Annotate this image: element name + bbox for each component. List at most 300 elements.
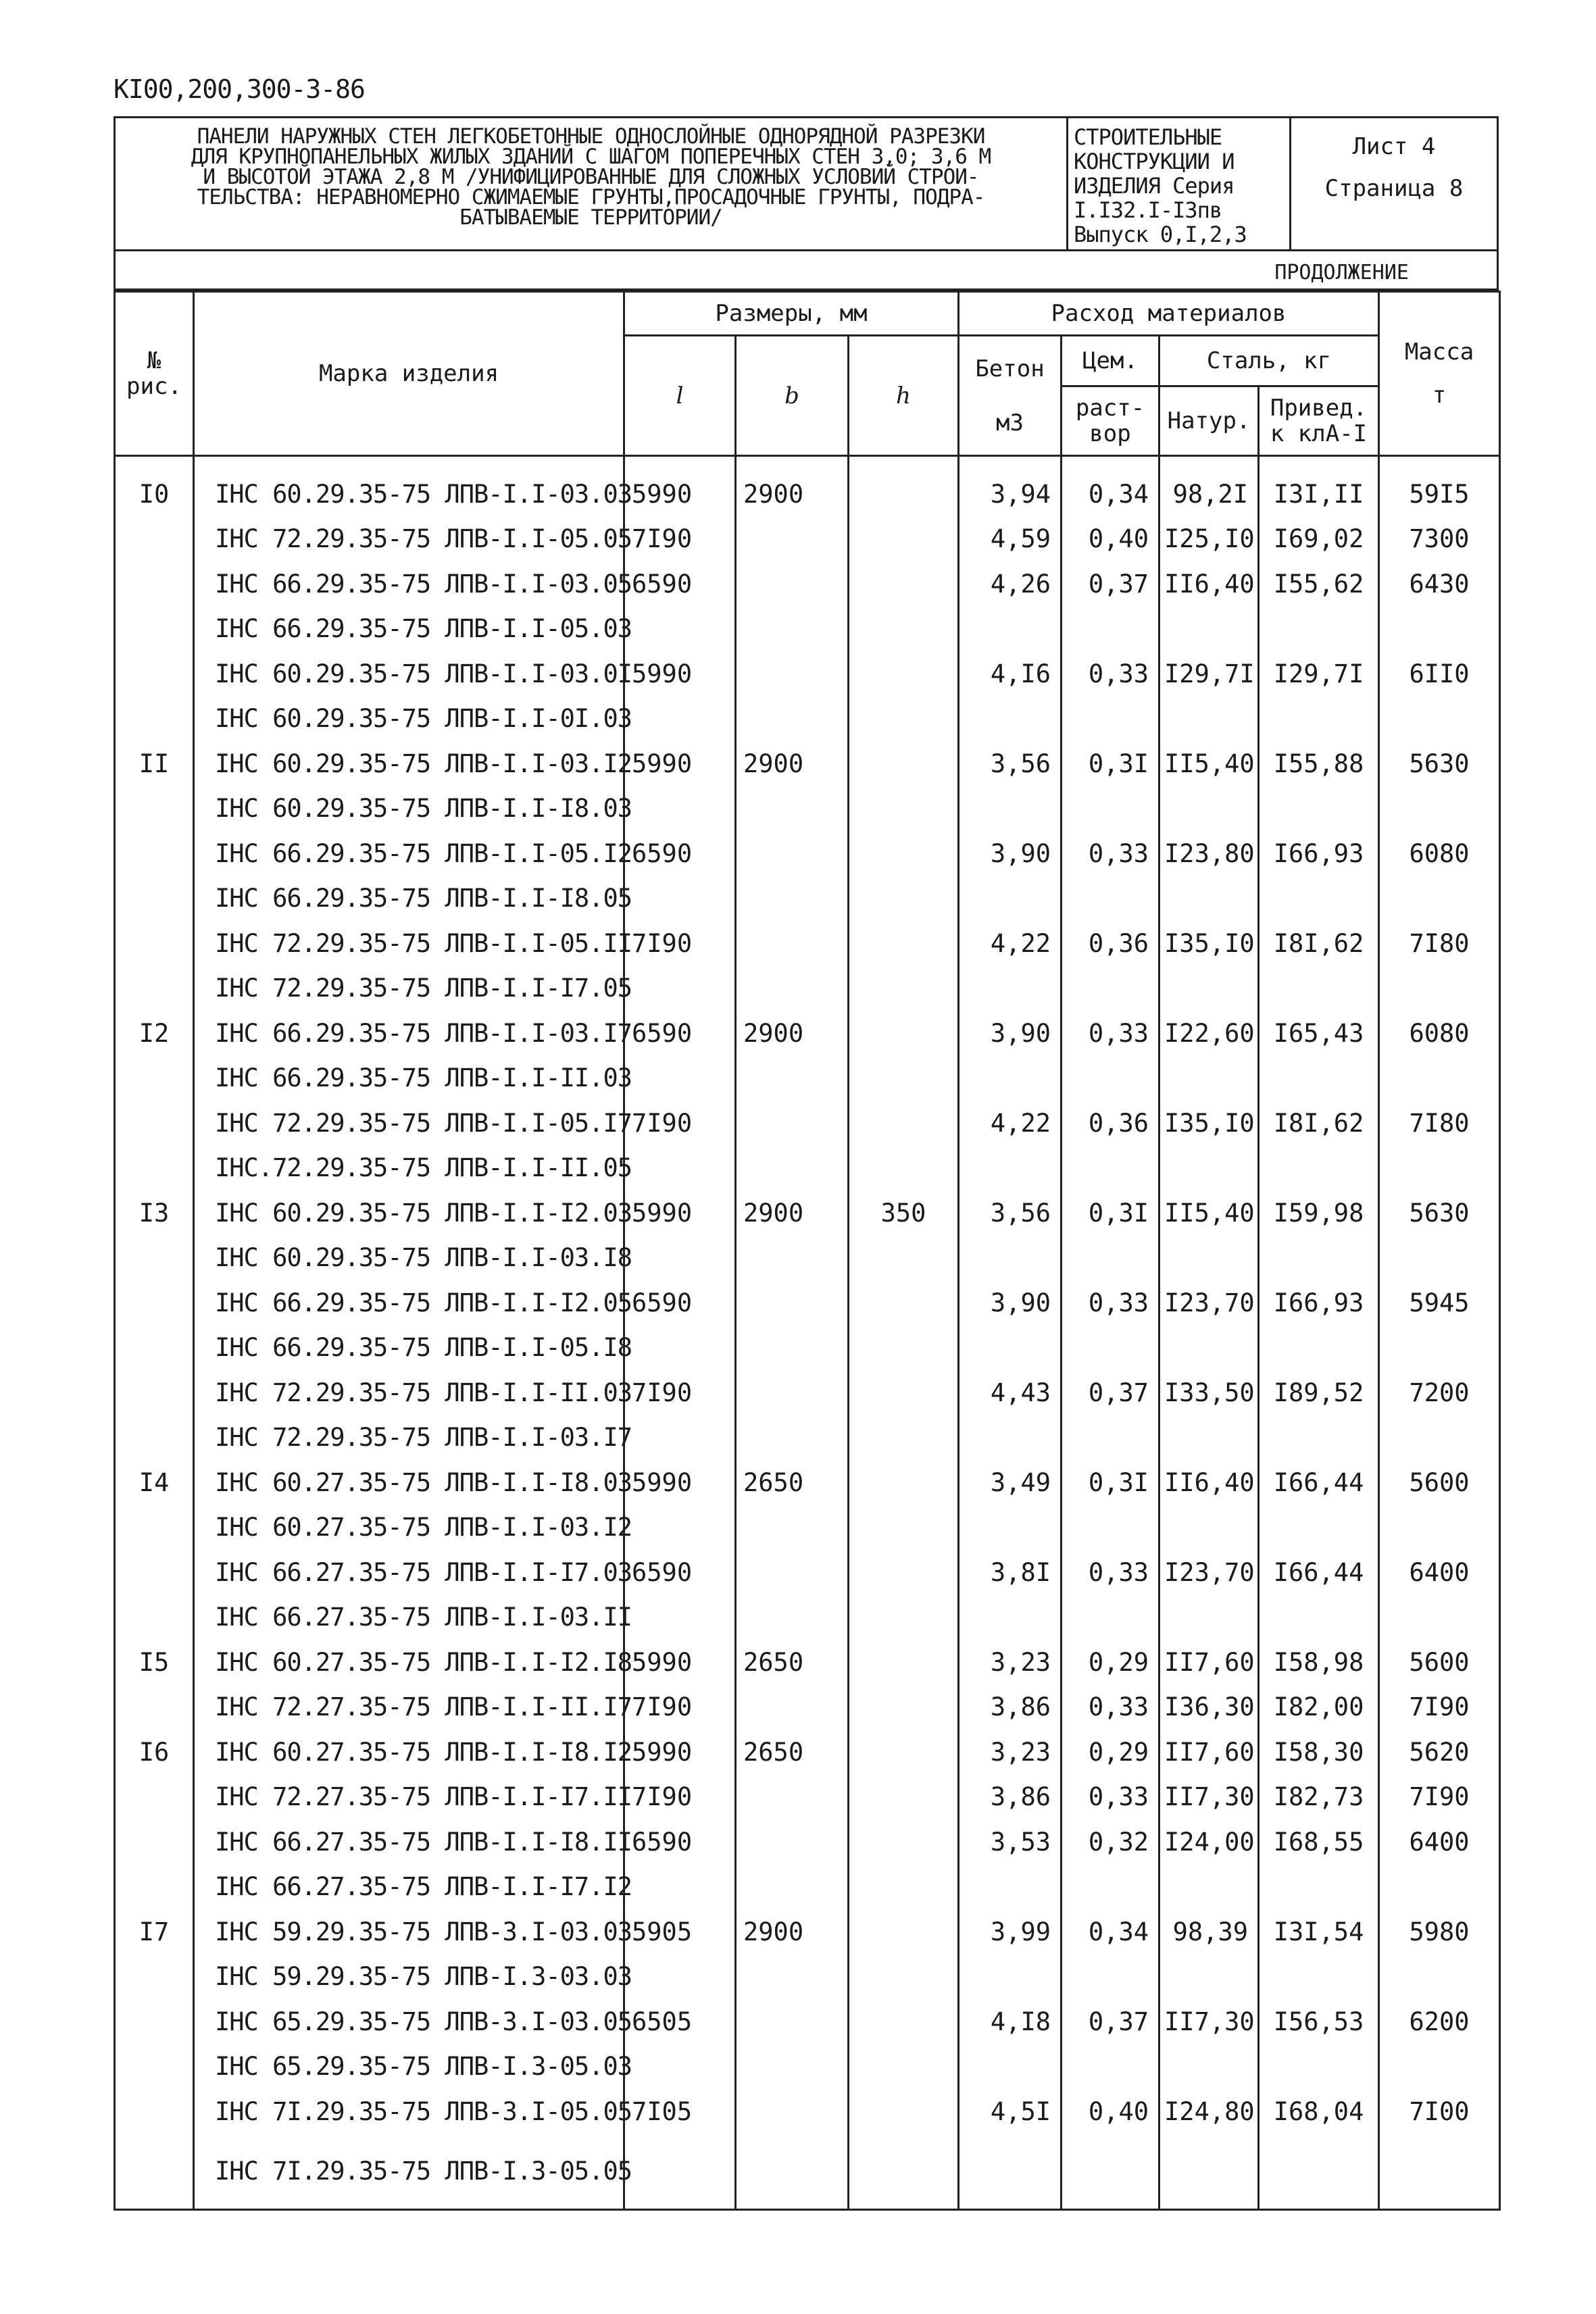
width-cell: [736, 1865, 849, 1910]
table-row: [115, 1999, 1500, 2044]
cement-cell: 0,33: [1062, 1280, 1159, 1326]
height-cell: [849, 1505, 959, 1551]
mark-cell: IНС 66.29.35-75 ЛПВ-I.I-05.I8: [194, 1326, 624, 1371]
mass-cell: [1379, 1505, 1500, 1551]
steel-reduced-cell: [1259, 2044, 1379, 2090]
table-row: [115, 2134, 1500, 2210]
steel-natural-cell: [1159, 1505, 1259, 1551]
table-row: [115, 1236, 1500, 1281]
steel-natural-cell: [1159, 1146, 1259, 1191]
width-cell: 2650: [736, 1460, 849, 1505]
table-row: [115, 2089, 1500, 2134]
mark-cell: IНС 60.29.35-75 ЛПВ-I.I-0I.03: [194, 697, 624, 742]
fig-cell: [115, 651, 194, 697]
width-cell: [736, 697, 849, 742]
continuation-label: ПРОДОЛЖЕНИЕ: [1274, 261, 1409, 284]
length-cell: [624, 1505, 736, 1551]
steel-natural-cell: I36,30: [1159, 1685, 1259, 1730]
fig-cell: [115, 1550, 194, 1595]
steel-natural-cell: [1159, 607, 1259, 652]
table-row: [115, 2044, 1500, 2090]
length-cell: 6590: [624, 1280, 736, 1326]
sheet-info: [1291, 118, 1497, 249]
table-row: [115, 1460, 1500, 1505]
length-cell: [624, 1595, 736, 1640]
fig-cell: [115, 1415, 194, 1461]
steel-reduced-cell: I66,93: [1259, 831, 1379, 876]
width-cell: [736, 1146, 849, 1191]
concrete-cell: 3,49: [959, 1460, 1062, 1505]
fig-cell: [115, 1775, 194, 1820]
table-row: [115, 1550, 1500, 1595]
mark-cell: IНС 66.27.35-75 ЛПВ-I.I-I7.03: [194, 1550, 624, 1595]
materials-table: [114, 291, 1501, 2211]
header-fig-label: рис.: [126, 373, 182, 400]
steel-reduced-cell: [1259, 1595, 1379, 1640]
cement-cell: [1062, 786, 1159, 832]
cement-cell: [1062, 1505, 1159, 1551]
table-row: [115, 1775, 1500, 1820]
header-cement-unit: раст- вор: [1062, 386, 1159, 456]
concrete-cell: 3,56: [959, 741, 1062, 786]
fig-cell: [115, 1685, 194, 1730]
steel-reduced-cell: I29,7I: [1259, 651, 1379, 697]
concrete-cell: 3,86: [959, 1775, 1062, 1820]
steel-natural-cell: I23,70: [1159, 1280, 1259, 1326]
width-cell: [736, 1775, 849, 1820]
height-cell: [849, 1595, 959, 1640]
height-cell: [849, 1685, 959, 1730]
fig-cell: I7: [115, 1909, 194, 1955]
cement-cell: [1062, 2044, 1159, 2090]
width-cell: [736, 1236, 849, 1281]
concrete-cell: [959, 2044, 1062, 2090]
steel-natural-cell: II7,30: [1159, 1999, 1259, 2044]
width-cell: [736, 1550, 849, 1595]
fig-cell: [115, 1370, 194, 1415]
width-cell: [736, 1955, 849, 2000]
fig-cell: [115, 1326, 194, 1371]
steel-reduced-cell: I68,04: [1259, 2089, 1379, 2134]
width-cell: [736, 831, 849, 876]
height-cell: [849, 1280, 959, 1326]
cement-cell: [1062, 876, 1159, 922]
length-cell: 6590: [624, 831, 736, 876]
steel-natural-cell: II6,40: [1159, 1460, 1259, 1505]
width-cell: [736, 876, 849, 922]
width-cell: 2900: [736, 1011, 849, 1056]
header-dim-b: b: [736, 336, 849, 456]
steel-reduced-cell: [1259, 607, 1379, 652]
mark-cell: IНС 72.27.35-75 ЛПВ-I.I-II.I7: [194, 1685, 624, 1730]
concrete-cell: [959, 1236, 1062, 1281]
fig-cell: II: [115, 741, 194, 786]
height-cell: [849, 1101, 959, 1146]
fig-cell: [115, 2089, 194, 2134]
fig-cell: [115, 1955, 194, 2000]
steel-reduced-cell: I58,98: [1259, 1640, 1379, 1685]
header-concrete-unit: м3: [996, 409, 1024, 436]
height-cell: [849, 1146, 959, 1191]
mark-cell: IНС 66.29.35-75 ЛПВ-I.I-05.03: [194, 607, 624, 652]
cement-cell: [1062, 966, 1159, 1011]
steel-natural-cell: 98,2I: [1159, 456, 1259, 517]
mark-cell: IНС 59.29.35-75 ЛПВ-3.I-03.03: [194, 1909, 624, 1955]
mark-cell: IНС 72.29.35-75 ЛПВ-I.I-05.05: [194, 517, 624, 562]
concrete-cell: [959, 607, 1062, 652]
steel-reduced-cell: [1259, 1326, 1379, 1371]
length-cell: 5905: [624, 1909, 736, 1955]
table-row: [115, 1595, 1500, 1640]
steel-natural-cell: I24,80: [1159, 2089, 1259, 2134]
fig-cell: [115, 966, 194, 1011]
table-row: [115, 1326, 1500, 1371]
height-cell: [849, 607, 959, 652]
concrete-cell: 4,22: [959, 921, 1062, 966]
steel-reduced-cell: I68,55: [1259, 1819, 1379, 1865]
concrete-cell: 4,26: [959, 561, 1062, 607]
concrete-cell: 4,22: [959, 1101, 1062, 1146]
length-cell: [624, 607, 736, 652]
steel-natural-cell: I23,80: [1159, 831, 1259, 876]
width-cell: 2900: [736, 1190, 849, 1236]
header-concrete: Бетон: [975, 355, 1045, 382]
width-cell: [736, 1280, 849, 1326]
mark-cell: IНС 60.29.35-75 ЛПВ-I.I-03.03: [194, 456, 624, 517]
concrete-cell: 3,99: [959, 1909, 1062, 1955]
fig-cell: [115, 876, 194, 922]
header-steel-reduced: Привед. к клА-I: [1259, 386, 1379, 456]
mass-cell: [1379, 2044, 1500, 2090]
height-cell: [849, 831, 959, 876]
concrete-cell: [959, 1505, 1062, 1551]
concrete-cell: [959, 1865, 1062, 1910]
fig-cell: [115, 1865, 194, 1910]
width-cell: [736, 1505, 849, 1551]
table-row: [115, 651, 1500, 697]
height-cell: [849, 1909, 959, 1955]
table-row: [115, 607, 1500, 652]
table-row: [115, 456, 1500, 517]
mass-cell: 59I5: [1379, 456, 1500, 517]
mass-cell: 5620: [1379, 1730, 1500, 1775]
concrete-cell: [959, 1056, 1062, 1101]
steel-natural-cell: I35,I0: [1159, 921, 1259, 966]
steel-reduced-cell: [1259, 1415, 1379, 1461]
concrete-cell: 3,90: [959, 831, 1062, 876]
fig-cell: [115, 1280, 194, 1326]
cement-cell: 0,37: [1062, 1999, 1159, 2044]
fig-cell: [115, 1056, 194, 1101]
mass-cell: 7I90: [1379, 1685, 1500, 1730]
length-cell: [624, 1415, 736, 1461]
steel-natural-cell: II7,60: [1159, 1730, 1259, 1775]
width-cell: 2900: [736, 1909, 849, 1955]
steel-reduced-cell: [1259, 786, 1379, 832]
mark-cell: IНС 60.27.35-75 ЛПВ-I.I-I8.03: [194, 1460, 624, 1505]
cement-cell: [1062, 1056, 1159, 1101]
width-cell: [736, 2044, 849, 2090]
mark-cell: IНС 66.27.35-75 ЛПВ-I.I-I7.I2: [194, 1865, 624, 1910]
width-cell: [736, 1595, 849, 1640]
steel-natural-cell: II7,30: [1159, 1775, 1259, 1820]
continuation-band: [114, 251, 1499, 291]
mass-cell: 7I90: [1379, 1775, 1500, 1820]
mass-cell: 5945: [1379, 1280, 1500, 1326]
steel-natural-cell: I33,50: [1159, 1370, 1259, 1415]
length-cell: 6590: [624, 561, 736, 607]
steel-reduced-cell: I69,02: [1259, 517, 1379, 562]
cement-cell: [1062, 1146, 1159, 1191]
height-cell: [849, 2044, 959, 2090]
steel-reduced-cell: [1259, 1955, 1379, 2000]
width-cell: [736, 1101, 849, 1146]
table-row: [115, 1505, 1500, 1551]
header-dim-l: l: [624, 336, 736, 456]
table-row: [115, 1415, 1500, 1461]
cement-cell: 0,40: [1062, 517, 1159, 562]
mass-cell: [1379, 786, 1500, 832]
fig-cell: I5: [115, 1640, 194, 1685]
height-cell: [849, 2134, 959, 2210]
steel-reduced-cell: I58,30: [1259, 1730, 1379, 1775]
fig-cell: I2: [115, 1011, 194, 1056]
length-cell: [624, 1955, 736, 2000]
mark-cell: IНС 72.29.35-75 ЛПВ-I.I-03.I7: [194, 1415, 624, 1461]
length-cell: 5990: [624, 1460, 736, 1505]
length-cell: 7I05: [624, 2089, 736, 2134]
steel-reduced-cell: I82,73: [1259, 1775, 1379, 1820]
header-mass-cell: [1379, 292, 1500, 456]
mass-cell: 5630: [1379, 1190, 1500, 1236]
height-cell: [849, 1011, 959, 1056]
height-cell: [849, 561, 959, 607]
concrete-cell: 4,I8: [959, 1999, 1062, 2044]
concrete-cell: [959, 786, 1062, 832]
length-cell: 5990: [624, 456, 736, 517]
cement-cell: 0,3I: [1062, 1460, 1159, 1505]
mark-cell: IНС 72.27.35-75 ЛПВ-I.I-I7.II: [194, 1775, 624, 1820]
cement-cell: 0,33: [1062, 1550, 1159, 1595]
table-row: [115, 1640, 1500, 1685]
mass-cell: [1379, 1236, 1500, 1281]
table-row: [115, 1056, 1500, 1101]
height-cell: [849, 1550, 959, 1595]
fig-cell: [115, 1146, 194, 1191]
cement-cell: 0,33: [1062, 651, 1159, 697]
fig-cell: [115, 831, 194, 876]
fig-cell: [115, 517, 194, 562]
fig-cell: [115, 697, 194, 742]
width-cell: [736, 2134, 849, 2210]
width-cell: [736, 2089, 849, 2134]
height-cell: [849, 1865, 959, 1910]
mass-cell: 6080: [1379, 1011, 1500, 1056]
length-cell: 7I90: [624, 921, 736, 966]
concrete-cell: 3,86: [959, 1685, 1062, 1730]
header-concrete-cell: [959, 336, 1062, 456]
height-cell: [849, 966, 959, 1011]
concrete-cell: [959, 1415, 1062, 1461]
length-cell: [624, 1056, 736, 1101]
length-cell: 6590: [624, 1550, 736, 1595]
mark-cell: IНС 65.29.35-75 ЛПВ-3.I-03.05: [194, 1999, 624, 2044]
steel-reduced-cell: I59,98: [1259, 1190, 1379, 1236]
length-cell: [624, 2134, 736, 2210]
steel-natural-cell: [1159, 1415, 1259, 1461]
fig-cell: [115, 1819, 194, 1865]
mark-cell: IНС 66.29.35-75 ЛПВ-I.I-03.05: [194, 561, 624, 607]
steel-natural-cell: [1159, 1595, 1259, 1640]
header-mark: Марка изделия: [194, 292, 624, 456]
cement-cell: 0,34: [1062, 1909, 1159, 1955]
steel-natural-cell: II5,40: [1159, 741, 1259, 786]
height-cell: [849, 456, 959, 517]
height-cell: [849, 1955, 959, 2000]
steel-reduced-cell: I66,44: [1259, 1550, 1379, 1595]
height-cell: [849, 1730, 959, 1775]
height-cell: [849, 1326, 959, 1371]
header-dims: Размеры, мм: [624, 292, 959, 336]
cement-cell: [1062, 1415, 1159, 1461]
header-cement: Цем.: [1062, 336, 1159, 386]
concrete-cell: [959, 966, 1062, 1011]
table-row: [115, 1865, 1500, 1910]
concrete-cell: 4,I6: [959, 651, 1062, 697]
height-cell: [849, 1640, 959, 1685]
fig-cell: I6: [115, 1730, 194, 1775]
fig-cell: [115, 1101, 194, 1146]
mass-cell: [1379, 697, 1500, 742]
length-cell: 7I90: [624, 1685, 736, 1730]
mark-cell: IНС 72.29.35-75 ЛПВ-I.I-I7.05: [194, 966, 624, 1011]
width-cell: [736, 1326, 849, 1371]
width-cell: [736, 921, 849, 966]
mark-cell: IНС 7I.29.35-75 ЛПВ-I.3-05.05: [194, 2134, 624, 2210]
length-cell: 5990: [624, 1190, 736, 1236]
cement-cell: 0,33: [1062, 1011, 1159, 1056]
table-row: [115, 1101, 1500, 1146]
height-cell: [849, 1056, 959, 1101]
fig-cell: [115, 921, 194, 966]
steel-reduced-cell: I8I,62: [1259, 921, 1379, 966]
steel-natural-cell: [1159, 966, 1259, 1011]
concrete-cell: 3,8I: [959, 1550, 1062, 1595]
table-row: [115, 831, 1500, 876]
length-cell: 5990: [624, 1730, 736, 1775]
header-steel: Сталь, кг: [1159, 336, 1379, 386]
steel-natural-cell: [1159, 1955, 1259, 2000]
page-number: Страница 8: [1324, 175, 1464, 202]
steel-natural-cell: II7,60: [1159, 1640, 1259, 1685]
steel-reduced-cell: [1259, 1056, 1379, 1101]
fig-cell: [115, 561, 194, 607]
steel-natural-cell: [1159, 1236, 1259, 1281]
length-cell: [624, 1236, 736, 1281]
length-cell: 7I90: [624, 517, 736, 562]
cement-cell: 0,33: [1062, 831, 1159, 876]
fig-cell: I0: [115, 456, 194, 517]
fig-cell: I4: [115, 1460, 194, 1505]
width-cell: [736, 1999, 849, 2044]
steel-reduced-cell: I3I,II: [1259, 456, 1379, 517]
header-consumption: Расход материалов: [959, 292, 1379, 336]
document-title: ПАНЕЛИ НАРУЖНЫХ СТЕН ЛЕГКОБЕТОННЫЕ ОДНОСЛОЙНЫЕ ОДНОРЯДНОЙ РАЗРЕЗКИ ДЛЯ КРУПНОПАНЕЛЬНЫХ ЖИЛЫХ ЗДАНИЙ С ШАГОМ ПОПЕРЕЧНЫХ СТЕН 3,0; 3,6 М И ВЫСОТОЙ ЭТАЖА 2,8 М /УНИФИЦИРОВАННЫЕ ДЛЯ СЛОЖНЫХ УСЛОВИЙ СТРОИ- ТЕЛЬСТВА: НЕРАВНОМЕРНО СЖИМАЕМЫЕ ГРУНТЫ,ПРОСАДОЧНЫЕ ГРУНТЫ, ПОДРА- БАТЫВАЕМЫЕ ТЕРРИТОРИИ/: [116, 118, 1068, 249]
header-mass: Масса: [1404, 338, 1474, 366]
mass-cell: 6II0: [1379, 651, 1500, 697]
cement-cell: 0,3I: [1062, 1190, 1159, 1236]
height-cell: [849, 1999, 959, 2044]
steel-natural-cell: 98,39: [1159, 1909, 1259, 1955]
steel-reduced-cell: I55,88: [1259, 741, 1379, 786]
steel-reduced-cell: [1259, 1865, 1379, 1910]
steel-reduced-cell: I65,43: [1259, 1011, 1379, 1056]
table-row: [115, 786, 1500, 832]
length-cell: 5990: [624, 741, 736, 786]
cement-cell: [1062, 607, 1159, 652]
mark-cell: IНС 72.29.35-75 ЛПВ-I.I-05.II: [194, 921, 624, 966]
steel-reduced-cell: I3I,54: [1259, 1909, 1379, 1955]
height-cell: 350: [849, 1190, 959, 1236]
concrete-cell: 3,23: [959, 1640, 1062, 1685]
fig-cell: [115, 786, 194, 832]
width-cell: [736, 1819, 849, 1865]
steel-natural-cell: [1159, 876, 1259, 922]
height-cell: [849, 921, 959, 966]
table-row: [115, 921, 1500, 966]
width-cell: [736, 561, 849, 607]
height-cell: [849, 651, 959, 697]
table-row: [115, 876, 1500, 922]
steel-reduced-cell: [1259, 1146, 1379, 1191]
width-cell: 2650: [736, 1730, 849, 1775]
length-cell: 5990: [624, 651, 736, 697]
cement-cell: 0,40: [1062, 2089, 1159, 2134]
mass-cell: 6200: [1379, 1999, 1500, 2044]
cement-cell: [1062, 1595, 1159, 1640]
mass-cell: 7300: [1379, 517, 1500, 562]
length-cell: [624, 786, 736, 832]
mass-cell: 7I80: [1379, 1101, 1500, 1146]
steel-natural-cell: [1159, 697, 1259, 742]
steel-natural-cell: I22,60: [1159, 1011, 1259, 1056]
cement-cell: [1062, 1955, 1159, 2000]
cement-cell: 0,36: [1062, 1101, 1159, 1146]
steel-reduced-cell: [1259, 697, 1379, 742]
table-row: [115, 1819, 1500, 1865]
length-cell: [624, 1326, 736, 1371]
mass-cell: [1379, 1415, 1500, 1461]
mark-cell: IНС 72.29.35-75 ЛПВ-I.I-05.I7: [194, 1101, 624, 1146]
width-cell: [736, 517, 849, 562]
header-dim-h: h: [849, 336, 959, 456]
height-cell: [849, 697, 959, 742]
header-steel-natural: Натур.: [1159, 386, 1259, 456]
steel-natural-cell: I25,I0: [1159, 517, 1259, 562]
fig-cell: [115, 1236, 194, 1281]
mass-cell: 5630: [1379, 741, 1500, 786]
mark-cell: IНС 66.29.35-75 ЛПВ-I.I-03.I7: [194, 1011, 624, 1056]
mass-cell: 6430: [1379, 561, 1500, 607]
width-cell: 2650: [736, 1640, 849, 1685]
height-cell: [849, 741, 959, 786]
cement-cell: 0,37: [1062, 1370, 1159, 1415]
mark-cell: IНС 7I.29.35-75 ЛПВ-3.I-05.05: [194, 2089, 624, 2134]
fig-cell: [115, 1999, 194, 2044]
height-cell: [849, 876, 959, 922]
table-row: [115, 1685, 1500, 1730]
table-row: [115, 1909, 1500, 1955]
